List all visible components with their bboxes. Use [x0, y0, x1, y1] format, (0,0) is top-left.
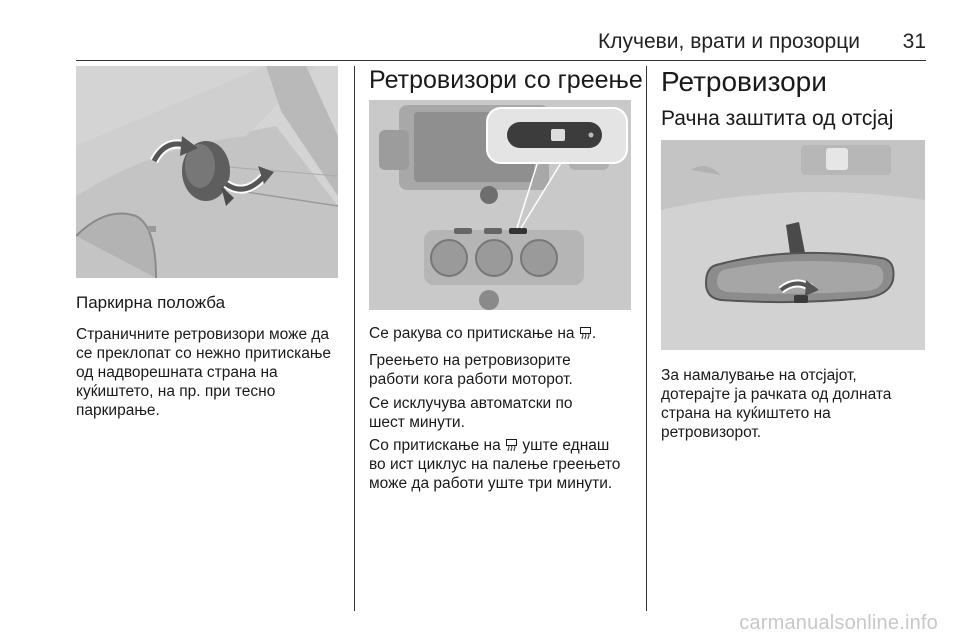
column-divider-right — [646, 66, 647, 611]
text-fragment: уште еднаш — [518, 437, 610, 454]
running-header-title: Клучеви, врати и прозорци — [598, 30, 860, 53]
heading-mirrors: Ретровизори — [661, 66, 827, 97]
text-line: работи кога работи моторот. — [369, 371, 573, 388]
text-fragment: . — [591, 325, 597, 342]
text-line: За намалување на отсјајот, — [661, 367, 857, 384]
paragraph-operation — [369, 324, 641, 343]
text-line: може да работи уште три минути. — [369, 475, 613, 492]
page-number: 31 — [902, 30, 926, 53]
text-line: куќиштето, на пр. при тесно — [76, 383, 276, 400]
text-line: Греењето на ретровизорите — [369, 352, 571, 369]
figure-side-mirror — [76, 66, 338, 278]
text-line: се преклопат со нежно притискање — [76, 345, 332, 362]
text-line: во ист циклус на палење греењето — [369, 456, 621, 473]
paragraph-antidazzle — [661, 366, 933, 442]
text-fragment: Со притискање на — [369, 437, 506, 454]
text-fragment: Се ракува со притискање на — [369, 325, 579, 342]
text-line: од надворешната страна на — [76, 364, 278, 381]
text-line: Страничните ретровизори може да — [76, 326, 330, 343]
text-line: Се исклучува автоматски по — [369, 395, 573, 412]
heading-manual-antidazzle: Рачна заштита од отсјај — [661, 107, 894, 130]
figure-heated-mirror-button — [369, 100, 631, 310]
text-line: дотерајте ја рачката од долната — [661, 386, 892, 403]
watermark: carmanualsonline.info — [739, 612, 938, 634]
column-divider-left — [354, 66, 355, 611]
paragraph-extend-heating — [369, 436, 641, 493]
rear-window-heating-icon — [580, 327, 591, 339]
rear-window-heating-icon — [506, 439, 517, 451]
text-line: страна на куќиштето на — [661, 405, 831, 422]
paragraph-auto-off — [369, 394, 641, 432]
text-line — [369, 324, 641, 343]
heading-parking-position: Паркирна положба — [76, 293, 226, 312]
header-rule — [76, 60, 926, 61]
text-line — [369, 436, 641, 455]
text-line: ретровизорот. — [661, 424, 762, 441]
text-line: паркирање. — [76, 402, 160, 419]
paragraph-engine-running — [369, 351, 641, 389]
text-line: шест минути. — [369, 414, 465, 431]
heading-heated-mirrors: Ретровизори со греење — [369, 66, 643, 94]
paragraph-parking-position — [76, 325, 346, 420]
figure-rearview-mirror — [661, 140, 925, 350]
